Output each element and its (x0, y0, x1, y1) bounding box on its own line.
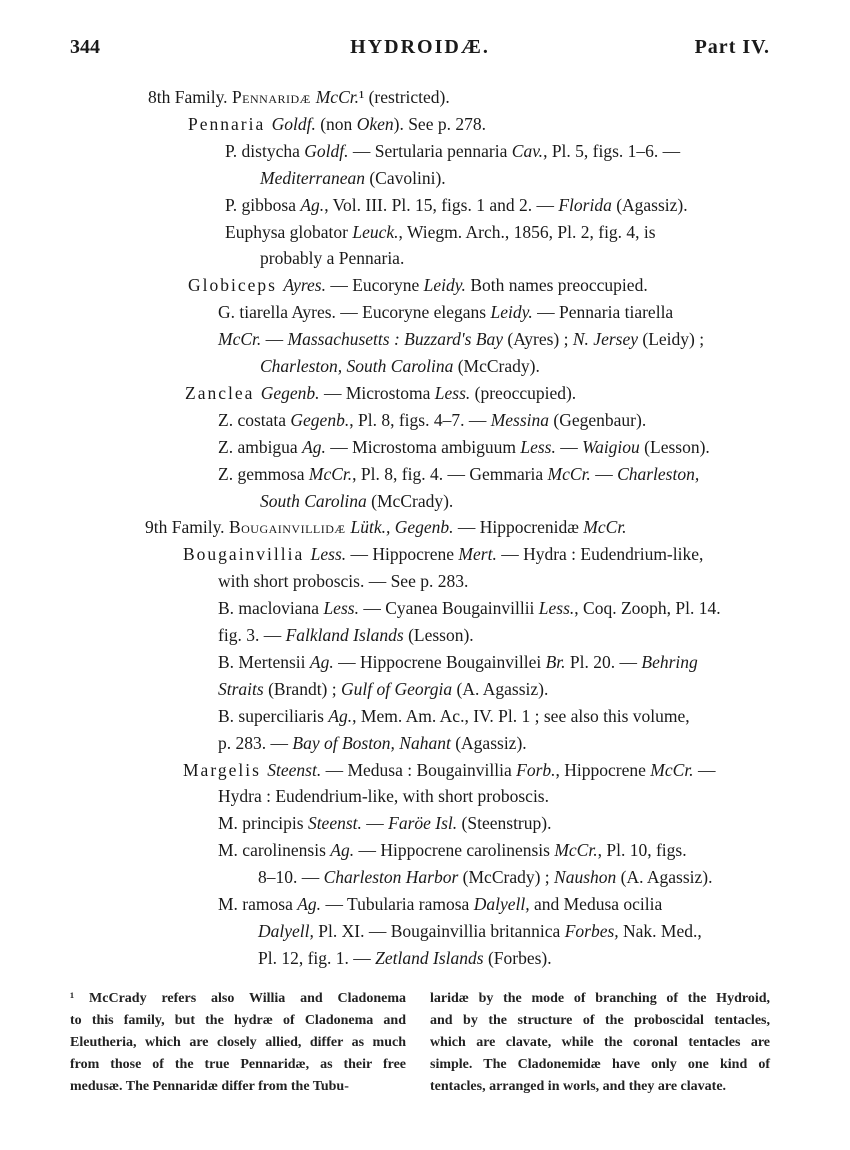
italic-text: McCr. (315, 87, 359, 107)
text-run: and Medusa ocilia (529, 894, 663, 914)
text-run: , Mem. Am. Ac., IV. Pl. 1 ; see also this volume, (352, 705, 690, 726)
text-run: Pl. XI. — Bougainvillia britannica (313, 920, 565, 941)
text-line (218, 810, 551, 836)
text-run: M. carolinensis (218, 840, 331, 861)
italic-text: McCr. (583, 517, 627, 538)
italic-text: Ag. (328, 705, 353, 726)
text-run: — (590, 463, 618, 484)
italic-text: N. Jersey (572, 329, 638, 350)
text-line (148, 84, 450, 110)
text-run: — Microstoma (319, 382, 435, 403)
text-run: — Sertularia pennaria (348, 140, 512, 161)
footnote-line: tentacles, arranged in worls, and they are clavate. (430, 1079, 727, 1094)
text-line (183, 757, 715, 783)
italic-text: Ag. (309, 651, 334, 672)
text-run: Margelis (183, 759, 268, 780)
italic-text: Gulf of Georgia (341, 678, 453, 699)
italic-text: Ag. (297, 894, 322, 914)
italic-text: Less. (323, 598, 359, 619)
running-title: HYDROIDÆ. (350, 36, 490, 58)
text-run: fig. 3. — (218, 625, 286, 645)
text-run: (non (315, 113, 357, 134)
text-line (225, 138, 680, 164)
italic-text: Steenst. (267, 759, 322, 780)
text-run: Bougainvillia (183, 544, 311, 565)
text-run: — Cyanea Bougainvillii (358, 598, 539, 619)
italic-text: Ag. (300, 194, 325, 215)
text-line (218, 326, 704, 352)
footnote-line: ¹ McCrady refers also Willia and Cladonema (70, 991, 406, 1006)
text-line (218, 461, 699, 487)
italic-text: McCr. (554, 840, 598, 861)
text-run: ). See p. 278. (393, 113, 486, 134)
text-run: — Hippocrenidæ (453, 517, 584, 538)
footnote-line: medusæ. The Pennaridæ differ from the Tubu- (70, 1079, 349, 1094)
italic-text: Steenst. (307, 813, 362, 834)
text-run: (Ayres) ; (503, 329, 573, 350)
italic-text: Massachusetts : Buzzard's Bay (287, 329, 504, 350)
text-run: B. macloviana (218, 598, 324, 619)
italic-text: Forb. (516, 759, 556, 780)
italic-text: Less. (310, 544, 347, 565)
italic-text: Dalyell, (258, 920, 314, 941)
text-line (218, 622, 474, 648)
text-run: — (555, 436, 583, 457)
italic-text: Forbes, (564, 920, 619, 941)
text-run: Pennaridæ (231, 87, 316, 107)
italic-text: Mert. (458, 544, 497, 565)
italic-text: McCr. (308, 463, 353, 484)
part-label: Part IV. (694, 36, 770, 58)
italic-text: Behring (641, 651, 698, 672)
text-line (218, 676, 548, 702)
text-run: (Agassiz). (611, 194, 688, 215)
text-run: , Vol. III. Pl. 15, figs. 1 and 2. — (324, 194, 559, 215)
text-run: , Pl. 5, figs. 1–6. — (543, 140, 681, 161)
text-run: B. Mertensii (218, 651, 310, 672)
text-run: P. gibbosa (225, 194, 301, 215)
italic-text: McCr. (218, 329, 262, 350)
text-run: Z. ambigua (218, 436, 303, 457)
italic-text: Ag. (330, 840, 355, 861)
text-line (218, 891, 662, 917)
italic-text: South Carolina (260, 490, 367, 511)
text-run: (McCrady). (366, 490, 454, 511)
text-run: , Wiegm. Arch., 1856, Pl. 2, fig. 4, is (398, 221, 656, 242)
text-line (188, 272, 648, 298)
text-run: (Lesson). (403, 625, 474, 645)
text-run: , Hippocrene (555, 759, 651, 780)
text-run: (Lesson). (639, 436, 710, 457)
italic-text: McCr. (547, 463, 591, 484)
italic-text: Charleston Harbor (323, 867, 459, 888)
text-run: (Steenstrup). (457, 813, 552, 834)
italic-text: Cav. (511, 140, 544, 161)
text-run: Pennaria (188, 113, 272, 134)
text-run: — Hydra : Eudendrium-like, (496, 544, 704, 565)
text-run: (A. Agassiz). (452, 678, 549, 699)
text-run: — Hippocrene (346, 544, 459, 565)
italic-text: Mediterranean (260, 167, 365, 188)
footnote-line: Eleutheria, which are closely allied, differ as much (70, 1035, 406, 1050)
text-line (218, 703, 690, 729)
italic-text: Less. (434, 382, 471, 403)
text-run: (McCrady). (453, 356, 540, 376)
text-run: M. ramosa (218, 894, 298, 914)
text-run: p. 283. — (218, 732, 293, 753)
text-run: , Coq. Zooph, Pl. 14. (574, 598, 721, 619)
text-run: G. tiarella Ayres. — Eucoryne elegans (218, 302, 491, 323)
text-line (145, 514, 627, 540)
text-run: (Leidy) ; (638, 329, 705, 350)
text-line (218, 837, 687, 863)
text-run: Nak. Med., (618, 920, 702, 941)
footnote-line: from those of the true Pennaridæ, as their free (70, 1057, 406, 1072)
footnote-right-column (430, 988, 770, 1098)
footnote-line: and by the structure of the proboscidal tentacles, (430, 1013, 770, 1028)
italic-text: Leidy. (490, 302, 533, 323)
text-run: (Agassiz). (450, 732, 527, 753)
text-run: Bougainvillidæ (228, 517, 351, 538)
text-run: 8–10. — (258, 867, 324, 888)
text-run: — Hippocrene carolinensis (354, 840, 555, 861)
text-run: Hydra : Eudendrium-like, with short proboscis. (218, 786, 549, 807)
text-run: — Pennaria tiarella (532, 302, 674, 323)
text-run: Zanclea (185, 382, 261, 403)
italic-text: Ag. (302, 436, 326, 457)
italic-text: Gegenb. (260, 382, 320, 403)
text-run: — Microstoma ambiguum (325, 436, 521, 457)
text-line (185, 380, 576, 406)
italic-text: McCr. (650, 759, 694, 780)
text-run: Z. costata (218, 409, 291, 430)
text-line (260, 353, 540, 379)
italic-text: Falkland Islands (285, 625, 404, 645)
text-line (260, 245, 404, 271)
text-line (218, 783, 549, 809)
italic-text: Straits (218, 678, 264, 699)
italic-text: Lütk., Gegenb. (350, 517, 454, 538)
text-run: — Tubularia ramosa (321, 894, 474, 914)
text-line (258, 864, 713, 890)
text-run: , Pl. 10, figs. (597, 840, 687, 861)
italic-text: Ayres. (283, 275, 326, 296)
text-run: B. superciliaris (218, 705, 329, 726)
text-run: (Gegenbaur). (549, 409, 647, 430)
italic-text: Zetland Islands (375, 947, 484, 968)
italic-text: Br. (545, 651, 566, 672)
page-header (70, 36, 770, 66)
text-run: (preoccupied). (470, 382, 577, 403)
italic-text: Dalyell, (473, 894, 530, 914)
text-line (218, 730, 527, 756)
text-run: , Pl. 8, figs. 4–7. — (349, 409, 491, 430)
footnote-line: laridæ by the mode of branching of the Hydroid, (430, 991, 770, 1006)
italic-text: Leidy. (423, 275, 466, 296)
footnote-line: to this family, but the hydræ of Cladonema and (70, 1013, 406, 1028)
text-run: Z. gemmosa (218, 463, 309, 484)
text-run: — Medusa : Bougainvillia (321, 759, 517, 780)
text-run: — (361, 813, 389, 834)
text-run: (McCrady) ; (458, 867, 555, 888)
italic-text: Waigiou (582, 436, 640, 457)
text-run: (A. Agassiz). (616, 867, 713, 888)
italic-text: Less. (538, 598, 575, 619)
text-run: Euphysa globator (225, 221, 353, 242)
italic-text: Leuck. (352, 221, 399, 242)
footnote-line: which are clavate, while the coronal tentacles are (430, 1035, 770, 1050)
italic-text: Bay of Boston, Nahant (292, 732, 451, 753)
italic-text: Charleston, (617, 463, 700, 484)
text-run: — Eucoryne (325, 275, 424, 296)
text-line (218, 407, 646, 433)
text-line (183, 541, 703, 567)
text-run: (Brandt) ; (263, 678, 341, 699)
text-line (218, 649, 698, 675)
text-run: ¹ (restricted). (358, 87, 450, 107)
text-line (258, 918, 702, 944)
page-number: 344 (70, 36, 100, 58)
text-run: probably a Pennaria. (260, 248, 405, 269)
italic-text: Naushon (554, 867, 617, 888)
text-run: 9th Family. (145, 517, 229, 538)
text-line (260, 488, 453, 514)
footnote-line: simple. The Cladonemidæ have only one kind of (430, 1057, 770, 1072)
text-line (218, 434, 710, 460)
text-run: Pl. 12, fig. 1. — (258, 947, 376, 968)
text-line (218, 595, 721, 621)
text-line (188, 111, 486, 137)
text-run: Globiceps (188, 275, 284, 296)
text-run: , Pl. 8, fig. 4. — Gemmaria (352, 463, 548, 484)
text-run: — (261, 329, 288, 350)
text-line (258, 945, 552, 971)
text-line (218, 568, 468, 594)
italic-text: Goldf. (271, 113, 316, 134)
text-run: Both names preoccupied. (465, 275, 648, 296)
text-run: — (693, 759, 716, 780)
text-run: — Hippocrene Bougainvillei (333, 651, 546, 672)
text-line (218, 299, 673, 325)
text-run: Pl. 20. — (565, 651, 642, 672)
italic-text: Oken (356, 113, 394, 134)
italic-text: Less. (520, 436, 556, 457)
italic-text: Goldf. (304, 140, 349, 161)
text-run: (Forbes). (483, 947, 552, 968)
text-line (260, 165, 446, 191)
text-run: P. distycha (225, 140, 305, 161)
text-run: M. principis (218, 813, 308, 834)
text-run: with short proboscis. — See p. 283. (218, 571, 469, 592)
text-line (225, 219, 656, 245)
italic-text: Charleston, South Carolina (260, 356, 454, 376)
italic-text: Florida (558, 194, 612, 215)
footnote-left-column (70, 988, 406, 1098)
italic-text: Faröe Isl. (388, 813, 458, 834)
text-run: 8th Family. (148, 87, 232, 107)
text-line (225, 192, 688, 218)
italic-text: Gegenb. (290, 409, 350, 430)
italic-text: Messina (490, 409, 550, 430)
text-run: (Cavolini). (364, 167, 446, 188)
